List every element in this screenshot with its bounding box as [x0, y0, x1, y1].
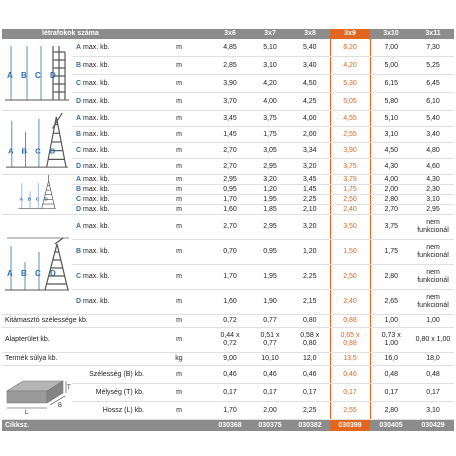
ladder-configuration-diagram: [5, 175, 69, 211]
ladder-configuration-diagram: [5, 218, 69, 308]
value-cell: 2,25: [290, 195, 330, 205]
max-label: max. kb.: [81, 175, 110, 183]
unit: m: [148, 195, 210, 205]
max-label: max. kb.: [81, 61, 110, 69]
value-cell: 0,46: [210, 366, 250, 384]
value-cell: 2,70: [210, 215, 250, 240]
value-cell: 0,48: [370, 366, 412, 384]
value-cell: 4,80: [412, 143, 454, 159]
unit: m: [148, 215, 210, 240]
figure-letter: B: [21, 269, 27, 278]
value-cell: 2,70: [210, 159, 250, 175]
figure-letter: D: [50, 269, 56, 278]
max-label: max. kb.: [81, 146, 110, 154]
position-letter: C: [76, 79, 82, 87]
figure-letter: A: [7, 146, 14, 156]
unit: m: [148, 265, 210, 290]
value-cell: nem funkcionál: [412, 215, 454, 240]
value-cell: 1,60: [210, 290, 250, 315]
value-cell: 9,00: [210, 353, 250, 366]
unit: m: [148, 75, 210, 93]
unit: m: [148, 127, 210, 143]
value-cell: 2,25: [290, 402, 330, 420]
value-cell: 4,25: [290, 93, 330, 111]
unit: m: [148, 39, 210, 57]
value-cell: nem funkcionál: [412, 265, 454, 290]
value-cell-highlighted: 5,30: [330, 75, 370, 93]
value-cell-highlighted: 1,75: [330, 185, 370, 195]
max-label: max. kb.: [81, 79, 110, 87]
header-row: [2, 29, 454, 39]
height-label: [72, 39, 148, 57]
value-cell-highlighted: 2,40: [330, 290, 370, 315]
weight-row-label: Termék súlya kb.: [2, 353, 148, 366]
max-label: max. kb.: [81, 97, 110, 105]
unit: m: [148, 205, 210, 215]
value-cell: 2,95: [412, 205, 454, 215]
value-cell: 3,45: [210, 111, 250, 127]
value-cell: 4,50: [290, 75, 330, 93]
height-label: [72, 195, 148, 205]
value-cell-highlighted: 1,50: [330, 240, 370, 265]
value-cell-highlighted: 2,55: [330, 402, 370, 420]
ladder-configuration-diagram: [5, 39, 69, 107]
position-letter: B: [76, 130, 82, 138]
value-cell: 0,48: [412, 366, 454, 384]
value-cell: 5,80: [370, 93, 412, 111]
height-label: [72, 185, 148, 195]
ladder-figure-cell: [2, 215, 72, 315]
footprint-row: [2, 328, 454, 353]
unit: kg: [148, 353, 210, 366]
unit: m: [148, 384, 210, 402]
packaging-label: Hossz (L) kb.: [72, 402, 148, 420]
value-cell: 1,95: [250, 195, 290, 205]
max-label: max. kb.: [81, 298, 110, 305]
value-cell: 2,65: [370, 290, 412, 315]
value-cell-highlighted: 0,88: [330, 315, 370, 328]
value-cell: 3,34: [290, 143, 330, 159]
value-cell: 0,95: [210, 185, 250, 195]
height-label: [72, 175, 148, 185]
height-label: [72, 127, 148, 143]
value-cell: 1,45: [210, 127, 250, 143]
max-label: max. kb.: [81, 114, 110, 122]
value-cell-highlighted: 0,65 x 0,88: [330, 328, 370, 353]
article-code: 030405: [370, 420, 412, 432]
value-cell: 7,30: [412, 39, 454, 57]
size-header: 3x6: [210, 29, 250, 39]
value-cell: 10,10: [250, 353, 290, 366]
packaging-row: [2, 366, 454, 384]
ladder-configuration-diagram: [5, 111, 69, 171]
value-cell: 1,75: [250, 127, 290, 143]
position-letter: D: [76, 205, 82, 213]
value-cell: 0,72: [210, 315, 250, 328]
value-cell: 1,00: [412, 315, 454, 328]
value-cell: nem funkcionál: [412, 240, 454, 265]
ladder-figure-cell: [2, 39, 72, 111]
value-cell-highlighted: 3,75: [330, 159, 370, 175]
max-label: max. kb.: [81, 248, 110, 255]
value-cell-highlighted: 4,55: [330, 111, 370, 127]
figure-letter: D: [44, 196, 48, 202]
value-cell: 16,0: [370, 353, 412, 366]
value-cell: 1,70: [210, 265, 250, 290]
figure-letter: B: [21, 71, 27, 80]
value-cell-highlighted: 0,46: [330, 366, 370, 384]
unit: m: [148, 57, 210, 75]
value-cell: 0,80: [290, 315, 330, 328]
position-letter: D: [76, 298, 82, 305]
value-cell: 2,00: [370, 185, 412, 195]
value-cell-highlighted: 3,90: [330, 143, 370, 159]
value-cell: 2,95: [250, 215, 290, 240]
article-code: 030375: [250, 420, 290, 432]
figure-letter: C: [35, 269, 41, 278]
height-label: [72, 143, 148, 159]
max-label: max. kb.: [81, 273, 110, 280]
value-cell: 0,95: [250, 240, 290, 265]
value-cell: 4,60: [412, 159, 454, 175]
unit: m: [148, 402, 210, 420]
value-cell: 6,45: [412, 75, 454, 93]
value-cell: 3,40: [412, 127, 454, 143]
position-letter: A: [76, 43, 82, 51]
package-box-figure: [2, 366, 72, 420]
article-code-highlighted: 030399: [330, 420, 370, 432]
value-cell: 3,75: [250, 111, 290, 127]
value-cell: 3,05: [250, 143, 290, 159]
height-label: [72, 215, 148, 240]
value-cell-highlighted: 2,55: [330, 127, 370, 143]
ladder-figure-cell: [2, 175, 72, 215]
value-cell: 2,80: [370, 265, 412, 290]
unit: m: [148, 366, 210, 384]
unit: m: [148, 290, 210, 315]
footprint-row-label: Alapterület kb.: [2, 328, 148, 353]
position-letter: B: [76, 61, 82, 69]
value-cell-highlighted: 4,20: [330, 57, 370, 75]
value-cell-highlighted: 2,50: [330, 265, 370, 290]
box-dimension-letter: T: [67, 385, 71, 391]
size-header: 3x11: [412, 29, 454, 39]
max-label: max. kb.: [81, 195, 110, 203]
value-cell: 0,17: [370, 384, 412, 402]
position-letter: A: [76, 175, 82, 183]
value-cell: 3,10: [250, 57, 290, 75]
value-cell: 1,95: [250, 265, 290, 290]
value-cell: 3,20: [290, 215, 330, 240]
height-row: [2, 111, 454, 127]
unit: m: [148, 185, 210, 195]
value-cell: 2,10: [290, 205, 330, 215]
size-header: 3x8: [290, 29, 330, 39]
max-label: max. kb.: [81, 43, 110, 51]
height-label: [72, 159, 148, 175]
value-cell: 3,10: [370, 127, 412, 143]
value-cell: 2,30: [412, 185, 454, 195]
position-letter: A: [76, 114, 82, 122]
value-cell: 5,10: [250, 39, 290, 57]
value-cell: 3,20: [250, 175, 290, 185]
unit: m: [148, 93, 210, 111]
value-cell-highlighted: 2,50: [330, 195, 370, 205]
header-title: létrafokok száma: [2, 29, 210, 39]
position-letter: C: [76, 146, 82, 154]
value-cell: 0,17: [412, 384, 454, 402]
value-cell: 2,25: [290, 265, 330, 290]
value-cell: 3,75: [370, 215, 412, 240]
figure-letter: A: [7, 71, 13, 80]
size-header: 3x10: [370, 29, 412, 39]
value-cell: nem funkcionál: [412, 290, 454, 315]
value-cell-highlighted: 3,50: [330, 215, 370, 240]
figure-letter: C: [35, 71, 41, 80]
value-cell: 0,51 x 0,77: [250, 328, 290, 353]
position-letter: C: [76, 195, 82, 203]
figure-letter: D: [50, 71, 56, 80]
value-cell: 4,00: [290, 111, 330, 127]
value-cell: 7,00: [370, 39, 412, 57]
value-cell: 0,70: [210, 240, 250, 265]
size-header: 3x7: [250, 29, 290, 39]
figure-letter: C: [35, 146, 41, 156]
value-cell: 1,70: [210, 195, 250, 205]
value-cell: 2,70: [210, 143, 250, 159]
figure-letter: B: [21, 146, 28, 156]
value-cell: 1,00: [370, 315, 412, 328]
figure-letter: B: [27, 196, 32, 202]
figure-letter: A: [7, 269, 13, 278]
value-cell: 3,10: [412, 402, 454, 420]
size-header-highlighted: 3x9: [330, 29, 370, 39]
box-dimension-letter: B: [58, 403, 63, 409]
box-dimension-letter: L: [25, 410, 29, 415]
value-cell: 12,0: [290, 353, 330, 366]
height-label: [72, 75, 148, 93]
value-cell: 6,15: [370, 75, 412, 93]
article-code: 030368: [210, 420, 250, 432]
unit: m: [148, 315, 210, 328]
value-cell: 2,95: [210, 175, 250, 185]
value-cell: 0,73 x 1,00: [370, 328, 412, 353]
footer-label: Cikksz.: [2, 420, 72, 432]
max-label: max. kb.: [81, 223, 110, 230]
value-cell: 0,17: [290, 384, 330, 402]
figure-letter: D: [49, 146, 56, 156]
value-cell: 18,0: [412, 353, 454, 366]
value-cell: 0,17: [210, 384, 250, 402]
value-cell: 3,45: [290, 175, 330, 185]
position-letter: A: [76, 223, 82, 230]
value-cell: 3,90: [210, 75, 250, 93]
value-cell: 5,40: [290, 39, 330, 57]
value-cell: 2,00: [250, 402, 290, 420]
ladder-figure-cell: [2, 111, 72, 175]
value-cell: 4,85: [210, 39, 250, 57]
value-cell: 1,20: [290, 240, 330, 265]
stabilizer-row-label: Kitámasztó szélessége kb.: [2, 315, 148, 328]
value-cell: 2,95: [250, 159, 290, 175]
value-cell: 4,00: [370, 175, 412, 185]
max-label: max. kb.: [81, 185, 110, 193]
value-cell: 4,00: [250, 93, 290, 111]
value-cell: 5,00: [370, 57, 412, 75]
height-row: [2, 215, 454, 240]
unit: m: [148, 175, 210, 185]
value-cell: 4,30: [412, 175, 454, 185]
unit: m: [148, 328, 210, 353]
value-cell: 3,20: [290, 159, 330, 175]
unit: m: [148, 240, 210, 265]
stabilizer-row: [2, 315, 454, 328]
article-code: 030429: [412, 420, 454, 432]
weight-row: [2, 353, 454, 366]
value-cell: 1,85: [250, 205, 290, 215]
value-cell-highlighted: 5,05: [330, 93, 370, 111]
unit: m: [148, 111, 210, 127]
article-code: 030382: [290, 420, 330, 432]
value-cell: 3,70: [210, 93, 250, 111]
value-cell: 0,58 x 0,80: [290, 328, 330, 353]
value-cell: 1,45: [290, 185, 330, 195]
figure-letter: C: [35, 196, 40, 202]
value-cell: 1,90: [250, 290, 290, 315]
value-cell: 2,80: [370, 402, 412, 420]
value-cell: 0,77: [250, 315, 290, 328]
value-cell: 2,15: [290, 290, 330, 315]
value-cell: 0,44 x 0,72: [210, 328, 250, 353]
packaging-label: Szélesség (B) kb.: [72, 366, 148, 384]
position-letter: C: [76, 273, 82, 280]
unit: m: [148, 159, 210, 175]
value-cell: 2,70: [370, 205, 412, 215]
value-cell: 6,10: [412, 93, 454, 111]
value-cell: 3,40: [290, 57, 330, 75]
height-label: [72, 57, 148, 75]
height-label: [72, 240, 148, 265]
value-cell: 4,20: [250, 75, 290, 93]
value-cell: 5,40: [412, 111, 454, 127]
value-cell: 1,75: [370, 240, 412, 265]
height-label: [72, 205, 148, 215]
spec-table: [2, 29, 454, 431]
value-cell: 2,80: [370, 195, 412, 205]
value-cell-highlighted: 2,40: [330, 205, 370, 215]
height-label: [72, 93, 148, 111]
value-cell: 3,10: [412, 195, 454, 205]
footer-row: [2, 420, 454, 432]
value-cell-highlighted: 3,75: [330, 175, 370, 185]
value-cell: 0,17: [250, 384, 290, 402]
height-row: [2, 175, 454, 185]
value-cell: 5,10: [370, 111, 412, 127]
value-cell: 1,70: [210, 402, 250, 420]
figure-letter: A: [19, 196, 23, 202]
value-cell: 2,85: [210, 57, 250, 75]
height-label: [72, 265, 148, 290]
packaging-label: Mélység (T) kb.: [72, 384, 148, 402]
value-cell: 1,20: [250, 185, 290, 195]
height-label: [72, 111, 148, 127]
value-cell: 5,25: [412, 57, 454, 75]
position-letter: D: [76, 162, 82, 170]
height-row: [2, 39, 454, 57]
value-cell: 4,50: [370, 143, 412, 159]
value-cell: 4,30: [370, 159, 412, 175]
package-box-icon: [3, 367, 71, 415]
value-cell: 0,46: [290, 366, 330, 384]
max-label: max. kb.: [81, 205, 110, 213]
value-cell-highlighted: 0,17: [330, 384, 370, 402]
position-letter: B: [76, 248, 82, 255]
value-cell-highlighted: 13,5: [330, 353, 370, 366]
value-cell: 2,00: [290, 127, 330, 143]
unit: m: [148, 143, 210, 159]
value-cell: 0,46: [250, 366, 290, 384]
value-cell: 0,80 x 1,00: [412, 328, 454, 353]
max-label: max. kb.: [81, 162, 110, 170]
position-letter: D: [76, 97, 82, 105]
position-letter: B: [76, 185, 82, 193]
max-label: max. kb.: [81, 130, 110, 138]
height-label: [72, 290, 148, 315]
value-cell: 1,60: [210, 205, 250, 215]
value-cell-highlighted: 6,20: [330, 39, 370, 57]
